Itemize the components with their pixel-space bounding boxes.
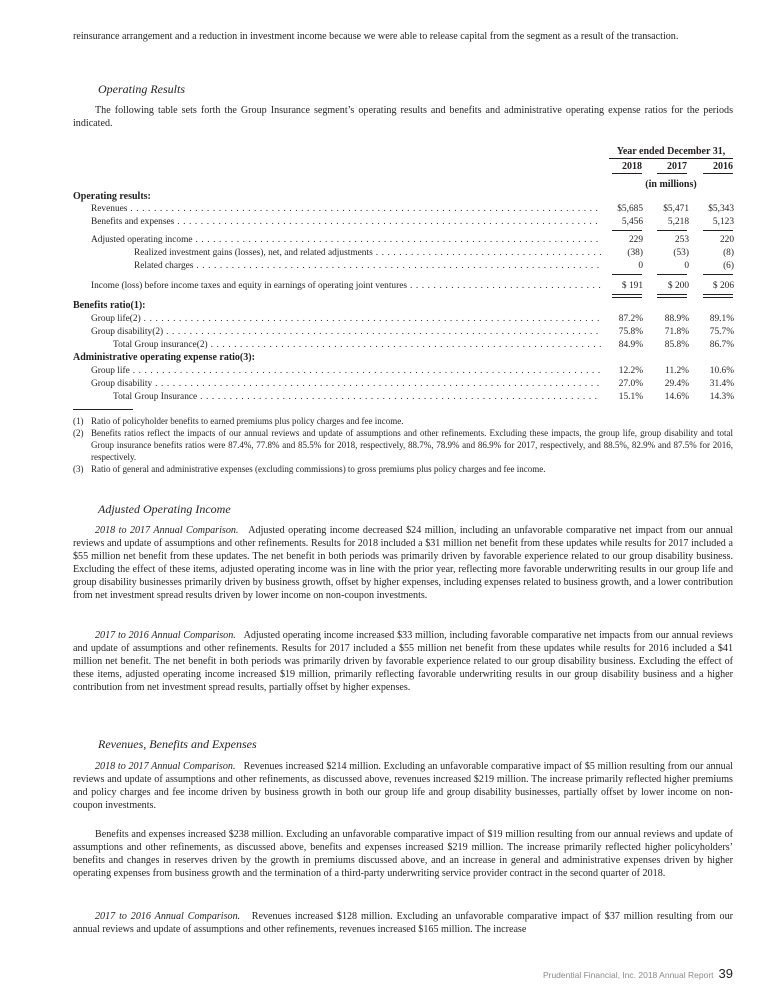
- row-label: Revenues . . .: [91, 203, 601, 216]
- footnote-number: (1): [73, 416, 84, 426]
- cell-value: 29.4%: [664, 379, 689, 389]
- table-row: [0, 326, 768, 339]
- cell-value: 31.4%: [709, 379, 734, 389]
- table-row: [0, 339, 768, 352]
- cell-value: 12.2%: [618, 366, 643, 376]
- cell-value: 71.8%: [664, 327, 689, 337]
- cell-value: 14.3%: [709, 392, 734, 402]
- underline: [703, 274, 733, 275]
- underline: [657, 274, 687, 275]
- cell-value: 5,123: [712, 217, 734, 227]
- double-underline: [612, 294, 642, 298]
- footnote: [73, 415, 733, 427]
- footnote-text: Benefits ratios reflect the impacts of our annual reviews and update of assumptions and other refinements. Excluding these impacts, the group life, group disability and total Group insurance benefits ratios were 87.4%, 77.8% and 85.5% for 2018, respectively, 88.7%, 78.9% and 86.9% for 2017, respectively, and 88.5%, 82.9% and 87.5% for 2016, respectively.: [91, 428, 733, 462]
- operating-results-intro: The following table sets forth the Group Insurance segment’s operating results and benefits and administrative operating expense ratios for the periods indicated.: [73, 105, 733, 130]
- table-row: [0, 391, 768, 404]
- cell-value: 10.6%: [709, 366, 734, 376]
- row-label: Total Group insurance(2) . . .: [113, 339, 601, 352]
- section-benefits-ratio: Benefits ratio(1):: [73, 300, 146, 311]
- cell-value: 0: [684, 261, 689, 271]
- rev-paragraph-3: [73, 910, 733, 936]
- cell-value: 89.1%: [709, 314, 734, 324]
- table-row: [0, 313, 768, 326]
- cell-value: 15.1%: [618, 392, 643, 402]
- rev-p3-lead: 2017 to 2016 Annual Comparison.: [95, 911, 241, 922]
- cell-value: 0: [638, 261, 643, 271]
- page-number: 39: [718, 966, 733, 981]
- row-label: Group life . . .: [91, 365, 601, 378]
- cell-value: 253: [674, 235, 689, 245]
- aoi-paragraph-2: [73, 629, 733, 694]
- table-row: [0, 365, 768, 378]
- cell-value: (8): [723, 248, 734, 258]
- cell-value: 27.0%: [618, 379, 643, 389]
- cell-value: 75.8%: [618, 327, 643, 337]
- section-admin-ratio: Administrative operating expense ratio(3):: [73, 352, 255, 363]
- page-footer: [543, 966, 733, 981]
- cell-value: (6): [723, 261, 734, 271]
- footnote-number: (2): [73, 428, 84, 438]
- row-label: Group life(2) . . .: [91, 313, 601, 326]
- cell-value: $5,471: [663, 204, 689, 214]
- cell-value: $ 200: [667, 281, 689, 291]
- aoi-paragraph-1: [73, 524, 733, 603]
- rev-p1-lead: 2018 to 2017 Annual Comparison.: [95, 761, 236, 772]
- cell-value: 86.7%: [709, 340, 734, 350]
- row-label: Adjusted operating income . . .: [91, 234, 601, 247]
- rev-p1-body: Revenues increased $214 million. Excluding an unfavorable comparative impact of $5 million resulting from our annual reviews and update of assumptions and other refinements, as discussed above, revenues increased $219 million. The increase primarily reflected higher premiums and policy charges and fee income driven by business growth in both our group life and group disability businesses, partially offset by lower income on non-coupon investments.: [73, 761, 733, 812]
- table-row: [0, 203, 768, 216]
- row-label: Total Group Insurance . . .: [113, 391, 601, 404]
- cell-value: 87.2%: [618, 314, 643, 324]
- column-header-2018: 2018: [612, 161, 642, 174]
- cell-value: 75.7%: [709, 327, 734, 337]
- row-label: Income (loss) before income taxes and equity in earnings of operating joint ventures . . .: [91, 280, 601, 293]
- row-label: Realized investment gains (losses), net, and related adjustments . . .: [134, 247, 601, 260]
- aoi-p1-body: Adjusted operating income decreased $24 million, including an unfavorable comparative net impact from our annual reviews and update of assumptions and other refinements. Results for 2018 included a $31 million net benefit from these updates while results for 2017 included a $55 million net benefit from these updates. The net benefit in both periods was primarily driven by favorable experience related to our group disability business. Excluding the effect of these items, adjusted operating income was in line with the prior year, reflecting more favorable underwriting results in our group life and group disability businesses primarily driven by business growth, offset by higher expenses, including expenses related to business growth, and a lower contribution from net investment spread results driven by lower income on non-coupon investments.: [73, 525, 733, 602]
- aoi-p2-lead: 2017 to 2016 Annual Comparison.: [95, 630, 236, 641]
- cell-value: 11.2%: [665, 366, 689, 376]
- cell-value: 85.8%: [664, 340, 689, 350]
- cell-value: $ 206: [712, 281, 734, 291]
- underline: [657, 230, 687, 231]
- row-label: Group disability(2) . . .: [91, 326, 601, 339]
- intro-paragraph: reinsurance arrangement and a reduction in investment income because we were able to release capital from the segment as a result of the transaction.: [73, 31, 679, 42]
- double-underline: [657, 294, 687, 298]
- section-operating-results: Operating results:: [73, 191, 151, 202]
- cell-value: 88.9%: [664, 314, 689, 324]
- footnote-rule: [73, 409, 133, 410]
- row-label: Group disability . . .: [91, 378, 601, 391]
- table-row: [0, 216, 768, 229]
- column-header-2016: 2016: [703, 161, 733, 174]
- row-label: Benefits and expenses . . .: [91, 216, 601, 229]
- row-label: Related charges . . .: [134, 260, 601, 273]
- footnote: [73, 427, 733, 463]
- cell-value: $5,343: [708, 204, 734, 214]
- column-header-2017: 2017: [657, 161, 687, 174]
- rev-paragraph-1: [73, 760, 733, 812]
- footnote-text: Ratio of general and administrative expenses (excluding commissions) to gross premiums plus policy charges and fee income.: [91, 464, 546, 474]
- adjusted-operating-income-heading: Adjusted Operating Income: [98, 502, 231, 516]
- table-year-header: Year ended December 31,: [609, 146, 733, 159]
- rev-paragraph-2: Benefits and expenses increased $238 million. Excluding an unfavorable comparative impact of $19 million resulting from our annual reviews and update of assumptions and other refinements, as discussed above, benefits and expenses increased $219 million. The increase primarily reflected higher policyholders’ benefits and changes in reserves driven by the growth in premiums discussed above, and an increase in general and administrative expenses driven by higher operating expenses from business growth and the termination of a third-party underwriting service provider contract in the second quarter of 2018.: [73, 829, 733, 880]
- cell-value: 5,218: [667, 217, 689, 227]
- footer-report-title: Prudential Financial, Inc. 2018 Annual Report: [542, 970, 714, 980]
- cell-value: 5,456: [621, 217, 643, 227]
- footnote-number: (3): [73, 464, 84, 474]
- cell-value: 229: [628, 235, 643, 245]
- cell-value: 220: [719, 235, 734, 245]
- underline: [612, 230, 642, 231]
- cell-value: (38): [627, 248, 643, 258]
- footnote-text: Ratio of policyholder benefits to earned premiums plus policy charges and fee income.: [91, 416, 404, 426]
- footnote: [73, 463, 733, 475]
- operating-results-heading: Operating Results: [98, 82, 185, 96]
- aoi-p2-body: Adjusted operating income increased $33 million, including favorable comparative net impacts from our annual reviews and update of assumptions and other refinements. Results for 2017 included a $55 million net benefit from these updates while results for 2016 included a $41 million net benefit. The net benefit in both periods was primarily driven by favorable experience related to our group disability business. Excluding the effect of these items, adjusted operating income increased $19 million, primarily reflecting favorable underwriting results in our group disability business and a higher contribution from net investment spread results, partially offset by higher expenses.: [73, 630, 733, 694]
- cell-value: $5,685: [617, 204, 643, 214]
- rev-p3-body: Revenues increased $128 million. Excluding an unfavorable comparative impact of $37 million resulting from our annual reviews and update of assumptions and other refinements, revenues increased $165 million. The increase: [73, 911, 733, 936]
- cell-value: $ 191: [621, 281, 643, 291]
- cell-value: 84.9%: [618, 340, 643, 350]
- table-units: (in millions): [645, 179, 697, 190]
- underline: [703, 230, 733, 231]
- table-row: [0, 234, 768, 247]
- double-underline: [703, 294, 733, 298]
- underline: [612, 274, 642, 275]
- table-row: [0, 280, 768, 293]
- cell-value: (53): [673, 248, 689, 258]
- table-row: [0, 378, 768, 391]
- cell-value: 14.6%: [664, 392, 689, 402]
- revenues-heading: Revenues, Benefits and Expenses: [98, 737, 257, 751]
- table-row: [0, 260, 768, 273]
- aoi-p1-lead: 2018 to 2017 Annual Comparison.: [95, 525, 239, 536]
- table-row: [0, 247, 768, 260]
